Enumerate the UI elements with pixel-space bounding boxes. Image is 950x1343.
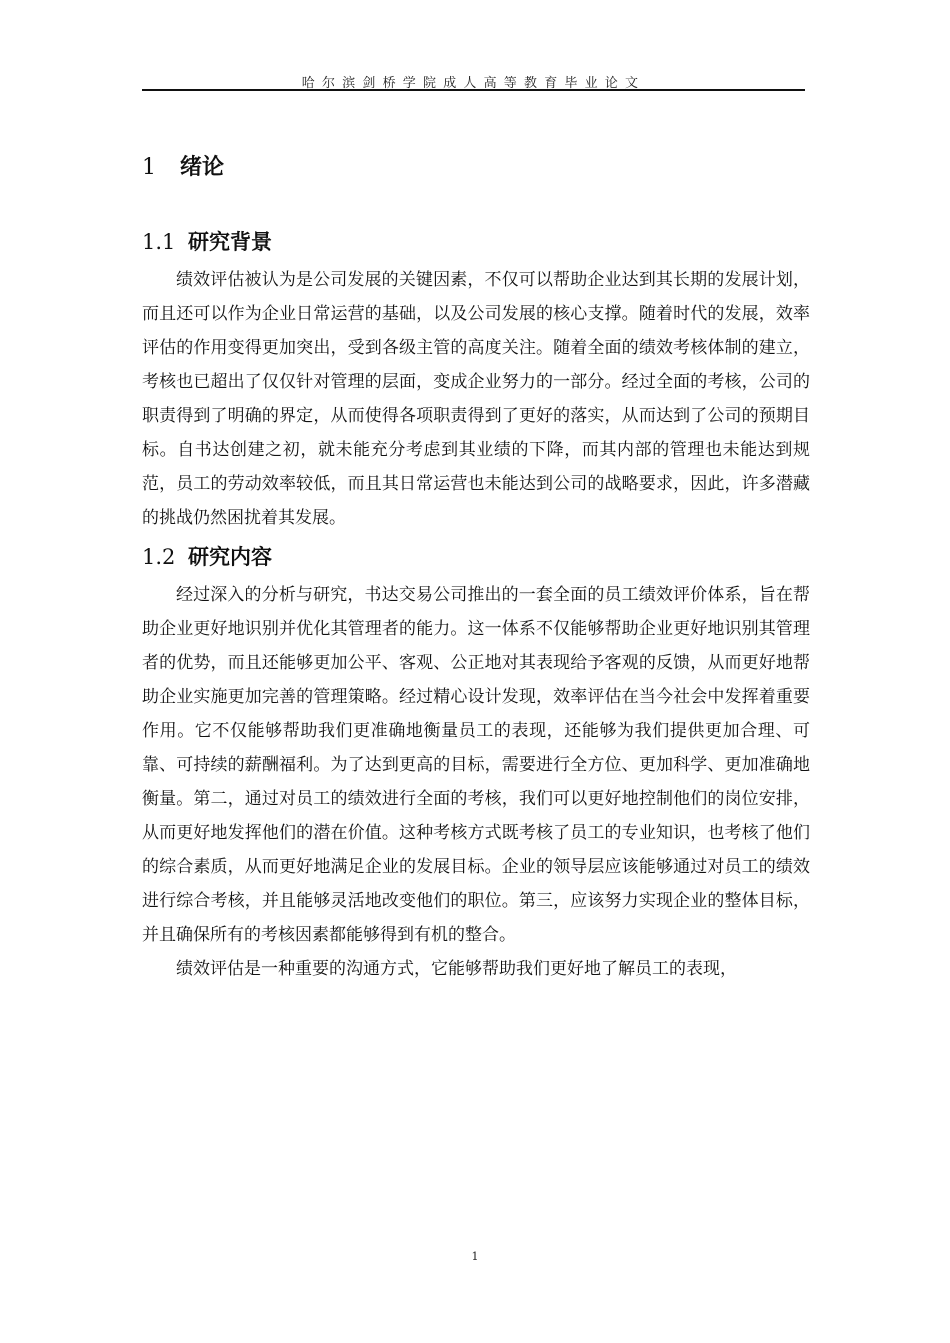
chapter-heading xyxy=(142,150,810,184)
section-number: 1.2 xyxy=(142,545,176,569)
section-title: 研究背景 xyxy=(188,229,272,254)
header-rule xyxy=(142,89,805,91)
chapter-title: 绪论 xyxy=(180,154,225,180)
chapter-number: 1 xyxy=(142,155,156,180)
section-title: 研究内容 xyxy=(188,544,272,569)
page-body xyxy=(142,150,810,986)
section-heading xyxy=(142,539,810,575)
body-paragraph: 绩效评估被认为是公司发展的关键因素，不仅可以帮助企业达到其长期的发展计划，而且还可以作为企业日常运营的基础，以及公司发展的核心支撑。随着时代的发展，效率评估的作用变得更加突出，受到各级主管的高度关注。随着全面的绩效考核体制的建立，考核也已超出了仅仅针对管理的层面，变成企业努力的一部分。经过全面的考核，公司的职责得到了明确的界定，从而使得各项职责得到了更好的落实，从而达到了公司的预期目标。自书达创建之初，就未能充分考虑到其业绩的下降，而其内部的管理也未能达到规范，员工的劳动效率较低，而且其日常运营也未能达到公司的战略要求，因此，许多潜藏的挑战仍然困扰着其发展。 xyxy=(142,270,810,528)
section-research-background xyxy=(142,224,810,535)
section-heading xyxy=(142,224,810,260)
section-number: 1.1 xyxy=(142,230,176,254)
page-number: 1 xyxy=(471,1250,479,1263)
body-paragraph: 经过深入的分析与研究，书达交易公司推出的一套全面的员工绩效评价体系，旨在帮助企业更好地识别并优化其管理者的能力。这一体系不仅能够帮助企业更好地识别其管理者的优势，而且还能够更加公平、客观、公正地对其表现给予客观的反馈，从而更好地帮助企业实施更加完善的管理策略。经过精心设计发现，效率评估在当今社会中发挥着重要作用。它不仅能够帮助我们更准确地衡量员工的表现，还能够为我们提供更加合理、可靠、可持续的薪酬福利。为了达到更高的目标，需要进行全方位、更加科学、更加准确地衡量。第二，通过对员工的绩效进行全面的考核，我们可以更好地控制他们的岗位安排，从而更好地发挥他们的潜在价值。这种考核方式既考核了员工的专业知识，也考核了他们的综合素质，从而更好地满足企业的发展目标。企业的领导层应该能够通过对员工的绩效进行综合考核，并且能够灵活地改变他们的职位。第三，应该努力实现企业的整体目标，并且确保所有的考核因素都能够得到有机的整合。 xyxy=(142,585,810,945)
body-paragraph: 绩效评估是一种重要的沟通方式，它能够帮助我们更好地了解员工的表现， xyxy=(176,959,737,979)
running-header: 哈尔滨剑桥学院成人高等教育毕业论文 xyxy=(301,76,646,91)
section-research-content xyxy=(142,539,810,986)
